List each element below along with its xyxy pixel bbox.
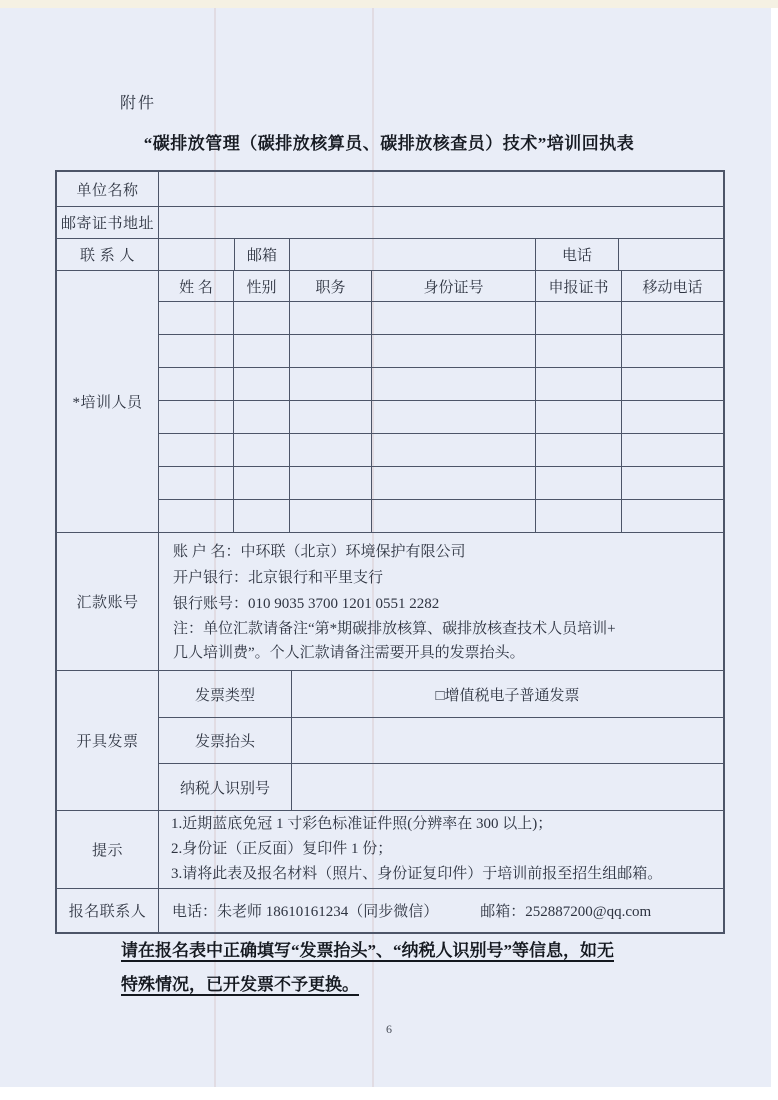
trainee-position-cell	[289, 434, 371, 466]
trainee-mobile-cell	[621, 434, 723, 466]
trainee-gender-cell	[233, 335, 289, 367]
invoice-title-value	[291, 718, 723, 763]
trainee-name-cell	[158, 467, 233, 499]
tips-content	[158, 811, 723, 888]
contact-phone-label: 电话	[535, 239, 618, 270]
contact-email-cell	[289, 239, 535, 270]
trainee-certificate-cell	[535, 467, 621, 499]
trainee-certificate-cell	[535, 434, 621, 466]
unit-name-row	[57, 172, 723, 206]
remittance-section	[57, 532, 723, 670]
footer-note-line-1: 请在报名表中正确填写“发票抬头”、“纳税人识别号”等信息，如无	[121, 941, 614, 960]
scan-edge-top	[0, 0, 778, 8]
trainee-mobile-cell	[621, 467, 723, 499]
trainee-mobile-cell	[621, 500, 723, 532]
tips-section	[57, 810, 723, 888]
trainee-mobile-cell	[621, 401, 723, 433]
trainee-blank-row	[158, 433, 723, 466]
tips-line-1: 1.近期蓝底免冠 1 寸彩色标准证件照(分辨率在 300 以上)；	[171, 816, 553, 832]
taxpayer-id-label: 纳税人识别号	[158, 764, 291, 810]
invoice-type-row	[158, 671, 723, 717]
trainee-blank-row	[158, 334, 723, 367]
unit-name-label: 单位名称	[76, 182, 139, 199]
remittance-note-line1: 注：单位汇款请备注“第*期碳排放核算、碳排放核查技术人员培训+	[173, 620, 616, 637]
trainee-certificate-cell	[535, 401, 621, 433]
invoice-type-value: □增值税电子普通发票	[291, 671, 723, 717]
registration-contact-content	[158, 889, 723, 932]
trainee-id-number-cell	[371, 302, 535, 334]
remittance-account-number: 银行账号：010 9035 3700 1201 0551 2282	[173, 595, 440, 612]
trainee-col-mobile: 移动电话	[621, 271, 723, 301]
trainee-position-cell	[289, 467, 371, 499]
document-title: “碳排放管理（碳排放核算员、碳排放核查员）技术”培训回执表	[143, 134, 635, 153]
registration-contact-phone: 电话：朱老师 18610161234（同步微信）	[172, 904, 439, 920]
unit-name-value-cell	[158, 172, 723, 206]
attachment-label: 附件	[120, 95, 157, 112]
trainee-gender-cell	[233, 401, 289, 433]
contact-label: 联 系 人	[79, 248, 135, 264]
mailing-address-value-cell	[158, 207, 723, 238]
trainee-mobile-cell	[621, 368, 723, 400]
trainee-id-number-cell	[371, 434, 535, 466]
tips-line-2: 2.身份证（正反面）复印件 1 份；	[171, 841, 393, 857]
mailing-address-label: 邮寄证书地址	[60, 216, 154, 232]
trainee-certificate-cell	[535, 335, 621, 367]
trainee-blank-row	[158, 499, 723, 532]
registration-form-table	[55, 170, 725, 934]
invoice-title-label: 发票抬头	[158, 718, 291, 763]
invoice-type-label: 发票类型	[158, 671, 291, 717]
mailing-address-row	[57, 206, 723, 238]
trainee-certificate-cell	[535, 368, 621, 400]
trainee-header-row	[158, 271, 723, 301]
registration-contact-label: 报名联系人	[68, 904, 147, 920]
taxpayer-id-row	[158, 763, 723, 810]
invoice-title-row	[158, 717, 723, 763]
trainee-position-cell	[289, 500, 371, 532]
trainee-position-cell	[289, 302, 371, 334]
trainees-section	[57, 270, 723, 532]
trainee-blank-row	[158, 400, 723, 433]
trainee-name-cell	[158, 401, 233, 433]
contact-name-cell	[158, 239, 234, 270]
trainee-col-gender: 性别	[233, 271, 289, 301]
remittance-bank: 开户银行：北京银行和平里支行	[173, 569, 384, 586]
trainee-gender-cell	[233, 467, 289, 499]
trainee-gender-cell	[233, 302, 289, 334]
trainee-gender-cell	[233, 500, 289, 532]
remittance-note-line2: 几人培训费”。个人汇款请备注需要开具的发票抬头。	[173, 644, 525, 661]
trainee-certificate-cell	[535, 500, 621, 532]
contact-phone-cell	[618, 239, 723, 270]
trainee-name-cell	[158, 434, 233, 466]
contact-email-label: 邮箱	[234, 239, 289, 270]
trainee-name-cell	[158, 335, 233, 367]
trainee-blank-row	[158, 367, 723, 400]
trainee-col-certificate: 申报证书	[535, 271, 621, 301]
trainee-blank-row	[158, 301, 723, 334]
remittance-label: 汇款账号	[76, 595, 139, 611]
trainee-col-id-number: 身份证号	[371, 271, 535, 301]
trainee-blank-rows	[158, 301, 723, 532]
trainee-name-cell	[158, 302, 233, 334]
trainee-position-cell	[289, 401, 371, 433]
trainee-name-cell	[158, 368, 233, 400]
registration-contact-email: 邮箱：252887200@qq.com	[480, 904, 652, 920]
trainee-position-cell	[289, 335, 371, 367]
trainees-label: *培训人员	[72, 395, 143, 411]
trainee-gender-cell	[233, 368, 289, 400]
tips-label: 提示	[91, 843, 123, 859]
trainee-gender-cell	[233, 434, 289, 466]
remittance-details	[158, 533, 723, 670]
trainee-certificate-cell	[535, 302, 621, 334]
registration-contact-row	[57, 888, 723, 932]
trainee-id-number-cell	[371, 401, 535, 433]
remittance-account-name: 账 户 名：中环联（北京）环境保护有限公司	[173, 543, 466, 560]
trainee-mobile-cell	[621, 302, 723, 334]
footer-note-line-2: 特殊情况，已开发票不予更换。	[121, 975, 359, 994]
trainee-mobile-cell	[621, 335, 723, 367]
trainee-col-position: 职务	[289, 271, 371, 301]
trainee-id-number-cell	[371, 335, 535, 367]
trainee-position-cell	[289, 368, 371, 400]
taxpayer-id-value	[291, 764, 723, 810]
invoice-section	[57, 670, 723, 810]
trainee-name-cell	[158, 500, 233, 532]
trainee-blank-row	[158, 466, 723, 499]
trainee-col-name: 姓 名	[158, 271, 233, 301]
trainee-id-number-cell	[371, 467, 535, 499]
contact-row	[57, 238, 723, 270]
invoice-label: 开具发票	[76, 734, 139, 750]
trainee-id-number-cell	[371, 500, 535, 532]
trainee-id-number-cell	[371, 368, 535, 400]
page-number: 6	[386, 1022, 392, 1036]
footer-note	[121, 934, 727, 1002]
tips-line-3: 3.请将此表及报名材料（照片、身份证复印件）于培训前报至招生组邮箱。	[171, 866, 663, 882]
